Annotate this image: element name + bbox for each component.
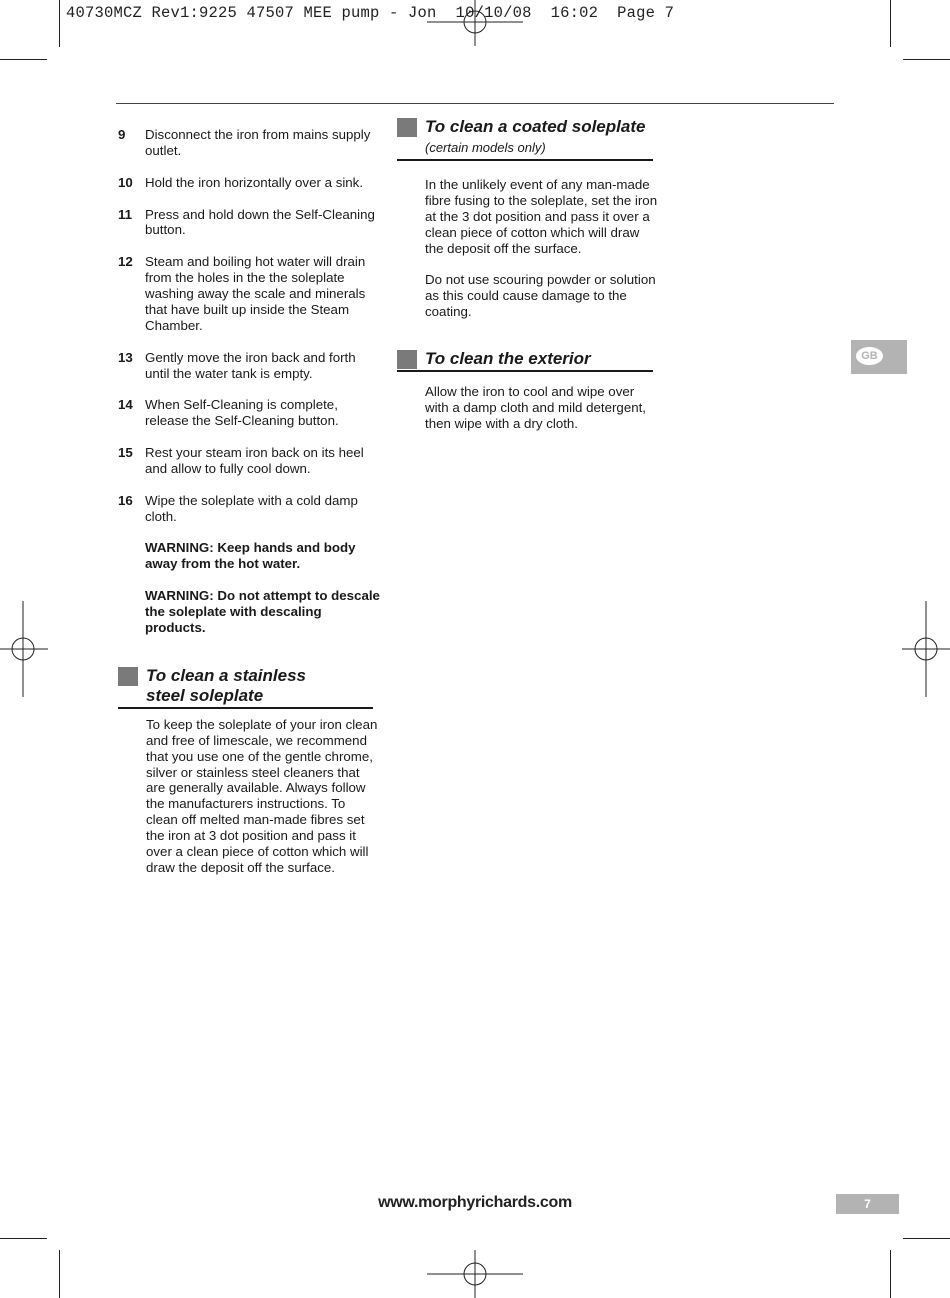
crop-mark bbox=[890, 1250, 891, 1298]
printer-slug-line: 40730MCZ Rev1:9225 47507 MEE pump - Jon 10/10/08 16:02 Page 7 bbox=[66, 4, 675, 22]
warning-descale: WARNING: Do not attempt to descale the soleplate with descaling products. bbox=[145, 588, 380, 635]
language-badge bbox=[856, 347, 883, 365]
section-title: To clean a stainless steel soleplate bbox=[146, 665, 306, 705]
footer-website: www.morphyrichards.com bbox=[378, 1194, 572, 1211]
step-number: 13 bbox=[118, 349, 133, 365]
step-text: Disconnect the iron from mains supply outlet. bbox=[145, 127, 371, 158]
exterior-body: Allow the iron to cool and wipe over with a damp cloth and mild detergent, then wipe with a dry cloth. bbox=[425, 384, 647, 431]
language-code: GB bbox=[861, 350, 878, 362]
header-rule bbox=[116, 103, 834, 104]
step-number: 16 bbox=[118, 492, 133, 508]
crop-mark bbox=[903, 59, 950, 60]
step-item bbox=[118, 207, 380, 239]
step-text: Rest your steam iron back on its heel and allow to fully cool down. bbox=[145, 445, 364, 476]
right-column bbox=[397, 117, 659, 432]
warning-hot-water: WARNING: Keep hands and body away from the hot water. bbox=[145, 540, 356, 572]
stainless-body: To keep the soleplate of your iron clean and free of limescale, we recommend that you use one of the gentle chrome, silver or stainless steel cleaners that are generally available. Always follow the manufacturers instructions. To clean off melted man-made fibres set the iron at 3 dot position and pass it over a clean piece of cotton which will draw the deposit off the surface. bbox=[146, 716, 378, 876]
section-subtitle: (certain models only) bbox=[425, 140, 546, 155]
step-text: Gently move the iron back and forth until the water tank is empty. bbox=[145, 349, 356, 381]
section-marker-box bbox=[118, 667, 138, 686]
registration-mark-left bbox=[0, 601, 48, 697]
crop-mark bbox=[0, 59, 47, 60]
section-heading-coated bbox=[397, 117, 653, 161]
step-item bbox=[118, 127, 380, 159]
step-text: Hold the iron horizontally over a sink. bbox=[145, 174, 364, 190]
registration-mark-right bbox=[902, 601, 950, 697]
step-item bbox=[118, 175, 380, 191]
crop-mark bbox=[59, 0, 60, 47]
section-marker-box bbox=[397, 118, 417, 137]
page-number: 7 bbox=[836, 1194, 899, 1214]
registration-mark-bottom bbox=[427, 1250, 523, 1298]
crop-mark bbox=[0, 1238, 47, 1239]
section-marker-box bbox=[397, 350, 417, 369]
step-text: When Self-Cleaning is complete, release the Self-Cleaning button. bbox=[145, 397, 339, 429]
left-column bbox=[118, 127, 380, 876]
section-heading-exterior bbox=[397, 349, 653, 372]
coated-body-2: Do not use scouring powder or solution as this could cause damage to the coating. bbox=[425, 272, 656, 320]
coated-body-1: In the unlikely event of any man-made fibre fusing to the soleplate, set the iron at the 3 dot position and pass it over a clean piece of cotton which will draw the deposit off the surface. bbox=[425, 177, 658, 256]
section-title-text: To clean a coated soleplate bbox=[425, 117, 646, 136]
step-text: Wipe the soleplate with a cold damp cloth. bbox=[145, 492, 358, 524]
step-number: 14 bbox=[118, 397, 133, 413]
language-tab bbox=[851, 340, 907, 374]
section-title: To clean the exterior bbox=[425, 349, 591, 369]
step-number: 15 bbox=[118, 445, 133, 461]
step-text: Press and hold down the Self-Cleaning button. bbox=[145, 206, 375, 238]
section-heading-stainless bbox=[118, 666, 373, 709]
step-item bbox=[118, 493, 380, 525]
crop-mark bbox=[903, 1238, 950, 1239]
step-number: 9 bbox=[118, 127, 126, 142]
section-title bbox=[425, 117, 653, 158]
step-item bbox=[118, 350, 380, 382]
step-number: 10 bbox=[118, 174, 133, 190]
step-number: 11 bbox=[118, 206, 133, 222]
crop-mark bbox=[59, 1250, 60, 1298]
crop-mark bbox=[890, 0, 891, 47]
step-item bbox=[118, 254, 380, 334]
registration-mark-top bbox=[427, 0, 523, 46]
step-item bbox=[118, 445, 380, 477]
step-text: Steam and boiling hot water will drain from the holes in the the soleplate washing away the scale and minerals that have built up inside the Steam Chamber. bbox=[145, 254, 366, 333]
step-number: 12 bbox=[118, 254, 133, 270]
step-item bbox=[118, 397, 380, 429]
